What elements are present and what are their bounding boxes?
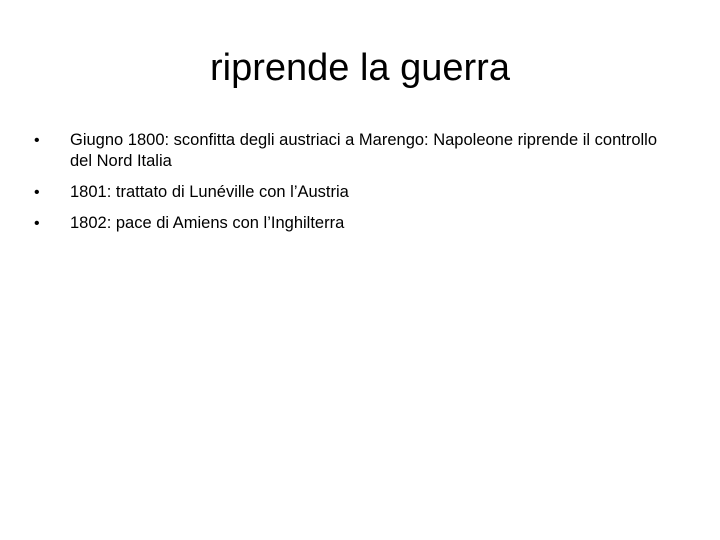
list-item: [34, 182, 674, 203]
bullet-icon: •: [34, 132, 40, 149]
bullet-icon: •: [34, 184, 40, 201]
list-item: [34, 130, 674, 172]
bullet-icon: •: [34, 215, 40, 232]
bullet-list: [34, 130, 674, 244]
list-item: [34, 213, 674, 234]
bullet-text: 1801: trattato di Lunéville con l’Austria: [70, 183, 349, 201]
bullet-text: 1802: pace di Amiens con l’Inghilterra: [70, 214, 345, 232]
bullet-text: Giugno 1800: sconfitta degli austriaci a Marengo: Napoleone riprende il controllo del Nord Italia: [70, 131, 658, 170]
slide-title: riprende la guerra: [210, 47, 510, 89]
